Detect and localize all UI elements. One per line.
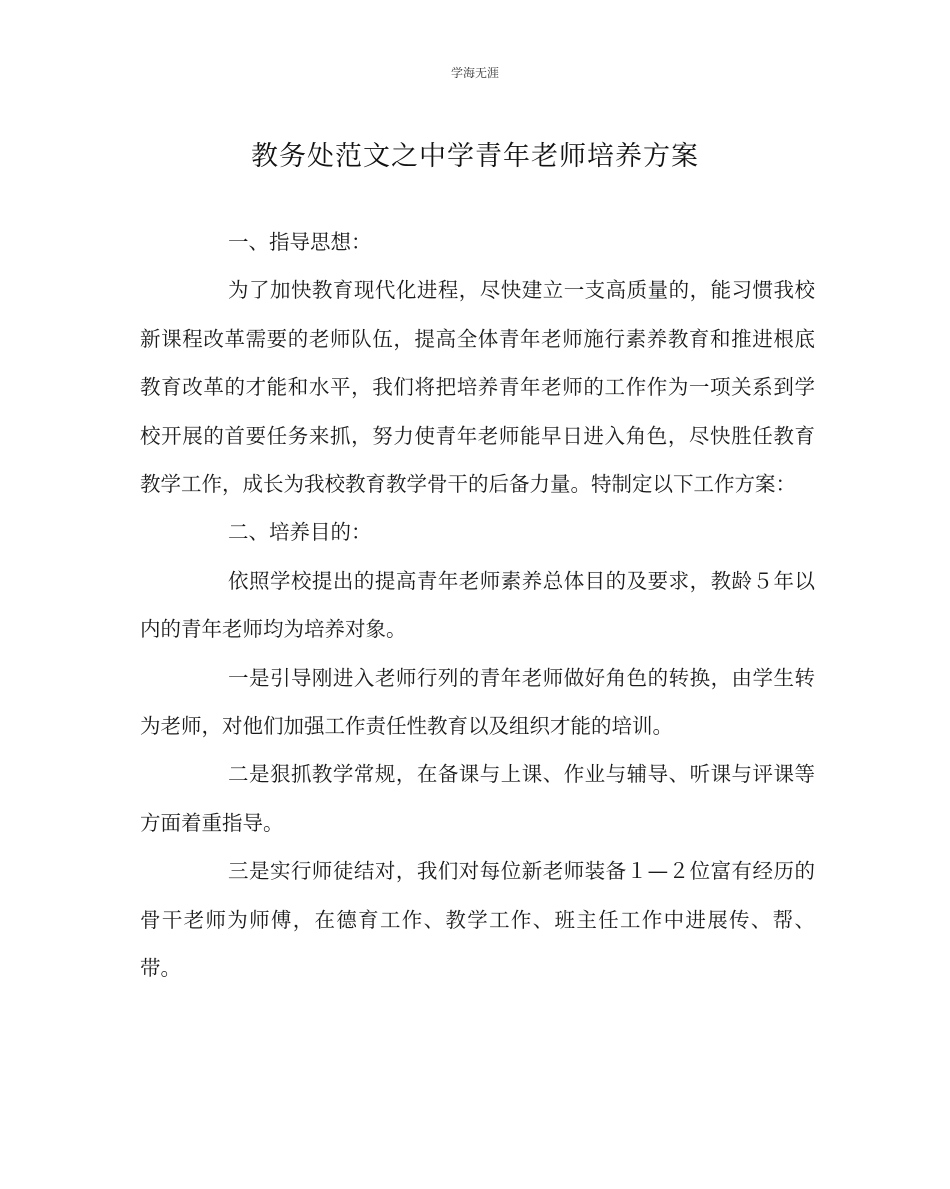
paragraph-guiding-ideology: 为了加快教育现代化进程，尽快建立一支高质量的，能习惯我校新课程改革需要的老师队伍，提高全体青年老师施行素养教育和推进根底教育改革的才能和水平，我们将把培养青年老师的工作作为一项关系到学校开展的首要任务来抓，努力使青年老师能早日进入角色，尽快胜任教育教学工作，成长为我校教育教学骨干的后备力量。特制定以下工作方案：: [140, 278, 815, 497]
paragraph-training-targets: 依照学校提出的提高青年老师素养总体目的及要求，教龄５年以内的青年老师均为培养对象。: [140, 568, 815, 642]
paragraph-mentor-pairing: 三是实行师徒结对，我们对每位新老师装备１—２位富有经历的骨干老师为师傅，在德育工作、教学工作、班主任工作中进展传、帮、带。: [140, 859, 815, 981]
document-title: 教务处范文之中学青年老师培养方案: [251, 141, 699, 172]
section-heading-training-goals: 二、培养目的：: [228, 520, 372, 545]
paragraph-teaching-routine: 二是狠抓教学常规，在备课与上课、作业与辅导、听课与评课等方面着重指导。: [140, 762, 815, 835]
paragraph-role-transition: 一是引导刚进入老师行列的青年老师做好角色的转换，由学生转为老师，对他们加强工作责任性教育以及组织才能的培训。: [140, 665, 815, 739]
page-header: 学海无涯: [450, 66, 499, 80]
section-heading-guiding-ideology: 一、指导思想：: [228, 230, 372, 254]
document-body: [140, 218, 815, 993]
